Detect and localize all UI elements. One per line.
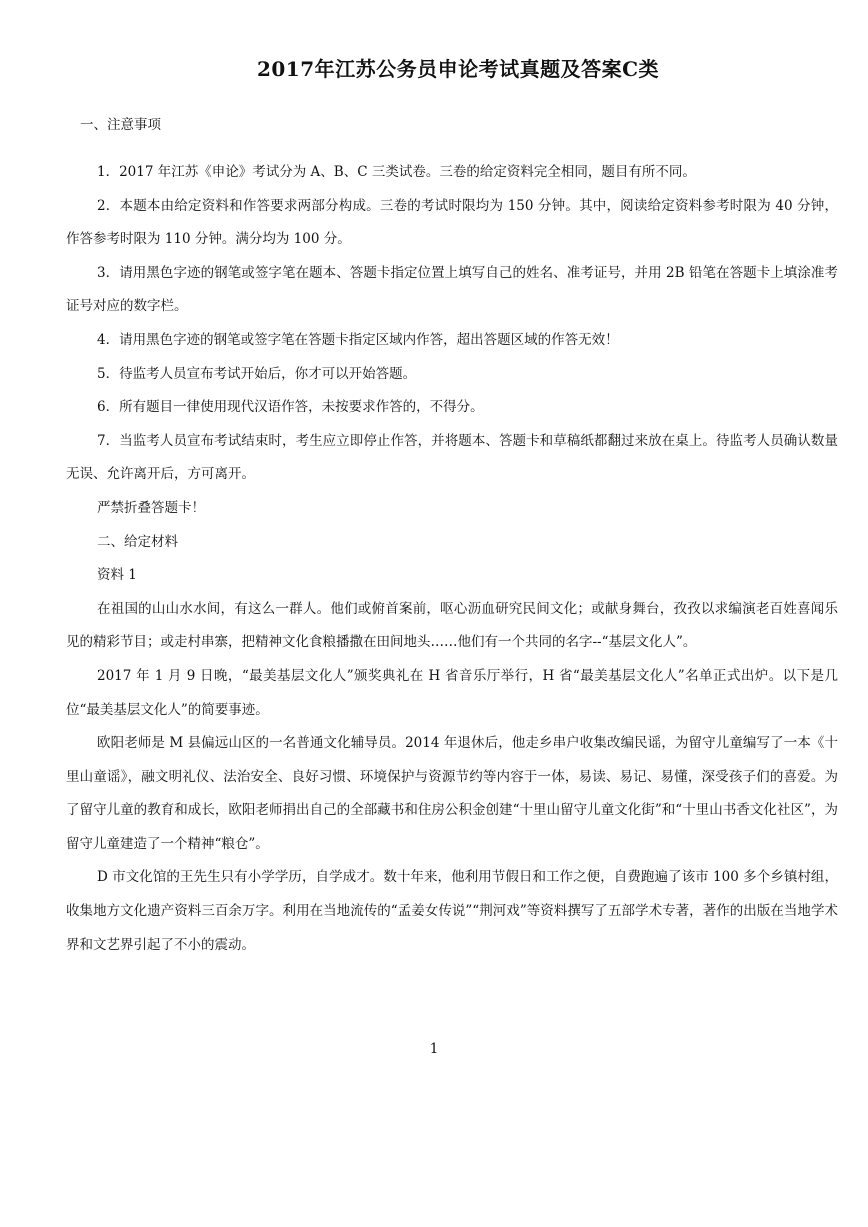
paragraph-note-2: 2．本题本由给定资料和作答要求两部分构成。三卷的考试时限均为 150 分钟。其中，阅读给定资料参考时限为 40 分钟，作答参考时限为 110 分钟。满分均为 100 分。	[66, 197, 838, 248]
section-heading-notes: 一、注意事项	[80, 117, 161, 133]
paragraph-material-1: 在祖国的山山水水间，有这么一群人。他们或俯首案前，呕心沥血研究民间文化；或献身舞台，孜孜以求编演老百姓喜闻乐见的精彩节目；或走村串寨，把精神文化食粮播撒在田间地头……他们有一个共同的名字--“基层文化人”。	[66, 600, 838, 651]
document-body	[66, 156, 838, 962]
material-label: 资料 1	[97, 567, 137, 584]
paragraph-note-4: 4．请用黑色字迹的钢笔或签字笔在答题卡指定区域内作答，超出答题区域的作答无效！	[97, 331, 619, 348]
paragraph-note-6: 6．所有题目一律使用现代汉语作答，未按要求作答的，不得分。	[97, 399, 484, 416]
paragraph-note-7: 7．当监考人员宣布考试结束时，考生应立即停止作答，并将题本、答题卡和草稿纸都翻过来放在桌上。待监考人员确认数量无误、允许离开后，方可离开。	[66, 432, 838, 483]
paragraph-warning: 严禁折叠答题卡！	[97, 499, 205, 516]
page-number: 1	[429, 1041, 439, 1057]
paragraph-material-3: 欧阳老师是 M 县偏远山区的一名普通文化辅导员。2014 年退休后，他走乡串户收集改编民谣，为留守儿童编写了一本《十里山童谣》，融文明礼仪、法治安全、良好习惯、环境保护与资源节约等内容于一体，易读、易记、易懂，深受孩子们的喜爱。为了留守儿童的教育和成长，欧阳老师捐出自己的全部藏书和住房公积金创建“十里山留守儿童文化街”和“十里山书香文化社区”，为留守儿童建造了一个精神“粮仓”。	[66, 735, 838, 852]
paragraph-note-3: 3．请用黑色字迹的钢笔或签字笔在题本、答题卡指定位置上填写自己的姓名、准考证号，并用 2B 铅笔在答题卡上填涂准考证号对应的数字栏。	[66, 264, 838, 315]
paragraph-note-5: 5．待监考人员宣布考试开始后，你才可以开始答题。	[97, 365, 417, 382]
paragraph-material-4: D 市文化馆的王先生只有小学学历，自学成才。数十年来，他利用节假日和工作之便，自费跑遍了该市 100 多个乡镇村组，收集地方文化遗产资料三百余万字。利用在当地流传的“孟姜女传说”“荆河戏”等资料撰写了五部学术专著，著作的出版在当地学术界和文艺界引起了不小的震动。	[66, 869, 838, 953]
paragraph-material-2: 2017 年 1 月 9 日晚，“最美基层文化人”颁奖典礼在 H 省音乐厅举行，H 省“最美基层文化人”名单正式出炉。以下是几位“最美基层文化人”的简要事迹。	[66, 667, 838, 718]
document-title: 2017年江苏公务员申论考试真题及答案C类	[256, 57, 660, 81]
section-heading-materials: 二、给定材料	[97, 533, 178, 550]
paragraph-note-1: 1．2017 年江苏《申论》考试分为 A、B、C 三类试卷。三卷的给定资料完全相同，题目有所不同。	[97, 164, 696, 180]
